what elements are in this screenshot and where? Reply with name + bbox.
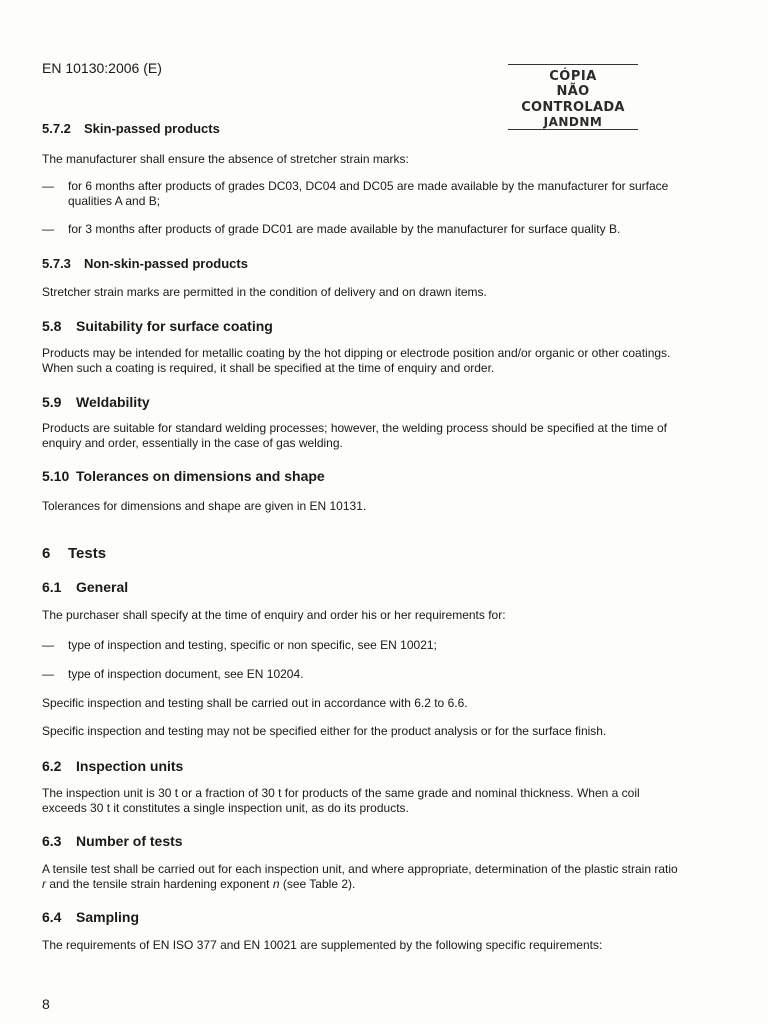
heading-number: 5.8	[42, 318, 62, 334]
heading-number: 6.2	[42, 758, 62, 774]
heading-number: 6.4	[42, 909, 62, 925]
paragraph	[42, 862, 682, 892]
text-run: and the tensile strain hardening exponent	[46, 877, 273, 891]
paragraph: Specific inspection and testing shall be carried out in accordance with 6.2 to 6.6.	[42, 696, 468, 710]
heading-5-7-2	[42, 121, 220, 136]
paragraph: Products are suitable for standard welding processes; however, the welding process should be specified at the time of enquiry and order, essentially in the case of gas welding.	[42, 421, 668, 450]
symbol-r: r	[42, 877, 46, 891]
stamp-line-3: JANDNM	[543, 115, 603, 129]
paragraph: The requirements of EN ISO 377 and EN 10021 are supplemented by the following specific requirements:	[42, 938, 603, 952]
heading-5-7-3	[42, 256, 248, 271]
list-item	[42, 222, 682, 237]
heading-5-8	[42, 318, 273, 334]
uncontrolled-copy-stamp	[508, 64, 638, 130]
page-number: 8	[42, 996, 50, 1012]
paragraph: The purchaser shall specify at the time of enquiry and order his or her requirements for:	[42, 608, 506, 622]
stamp-top-rule	[508, 64, 638, 65]
heading-number: 6	[42, 545, 51, 562]
paragraph: Products may be intended for metallic coating by the hot dipping or electrode position and/or organic or other coatings. When such a coating is required, it shall be specified at the time of enquiry and order.	[42, 346, 671, 375]
heading-6	[42, 545, 106, 562]
heading-title: Tolerances on dimensions and shape	[76, 468, 325, 484]
text-run: (see Table 2).	[279, 877, 356, 891]
dash-bullet: —	[42, 667, 54, 681]
paragraph: Specific inspection and testing may not be specified either for the product analysis or for the surface finish.	[42, 724, 607, 738]
heading-number: 5.7.2	[42, 121, 71, 136]
heading-number: 6.3	[42, 833, 62, 849]
heading-number: 6.1	[42, 579, 62, 595]
heading-5-10	[42, 468, 325, 484]
list-item-text: for 3 months after products of grade DC01 are made available by the manufacturer for surface quality B.	[68, 222, 621, 236]
symbol-n: n	[272, 877, 280, 891]
heading-title: Skin-passed products	[84, 121, 220, 136]
paragraph: The manufacturer shall ensure the absence of stretcher strain marks:	[42, 152, 409, 166]
document-id: EN 10130:2006 (E)	[42, 60, 162, 76]
text-run: A tensile test shall be carried out for each inspection unit, and where appropriate, determination of the plastic strain ratio	[42, 862, 678, 876]
heading-title: Sampling	[76, 909, 140, 925]
heading-5-9	[42, 394, 150, 410]
heading-6-2	[42, 758, 183, 774]
dash-bullet: —	[42, 222, 54, 236]
paragraph: Tolerances for dimensions and shape are given in EN 10131.	[42, 499, 367, 513]
heading-6-3	[42, 833, 183, 849]
list-item-text: type of inspection document, see EN 10204.	[68, 667, 304, 681]
dash-bullet: —	[42, 638, 54, 652]
list-item-text: for 6 months after products of grades DC03, DC04 and DC05 are made available by the manufacturer for surface qualities A and B;	[68, 179, 669, 208]
stamp-bottom-rule	[508, 129, 638, 130]
dash-bullet: —	[42, 179, 54, 193]
heading-title: Weldability	[76, 394, 150, 410]
heading-title: Non-skin-passed products	[84, 256, 248, 271]
heading-6-4	[42, 909, 139, 925]
heading-number: 5.7.3	[42, 256, 71, 271]
heading-title: Suitability for surface coating	[76, 318, 273, 334]
list-item	[42, 667, 682, 682]
heading-number: 5.9	[42, 394, 62, 410]
list-item	[42, 179, 682, 209]
paragraph: Stretcher strain marks are permitted in the condition of delivery and on drawn items.	[42, 285, 487, 299]
stamp-line-2: NÃO CONTROLADA	[521, 84, 625, 115]
heading-title: Number of tests	[76, 833, 183, 849]
list-item	[42, 638, 682, 653]
heading-6-1	[42, 579, 128, 595]
list-item-text: type of inspection and testing, specific or non specific, see EN 10021;	[68, 638, 437, 652]
paragraph: The inspection unit is 30 t or a fraction of 30 t for products of the same grade and nominal thickness. When a coil exceeds 30 t it constitutes a single inspection unit, as do its products.	[42, 786, 640, 815]
heading-title: Inspection units	[76, 758, 184, 774]
heading-title: Tests	[68, 545, 107, 562]
heading-title: General	[76, 579, 129, 595]
heading-number: 5.10	[42, 468, 70, 484]
stamp-line-1: CÓPIA	[549, 69, 597, 84]
